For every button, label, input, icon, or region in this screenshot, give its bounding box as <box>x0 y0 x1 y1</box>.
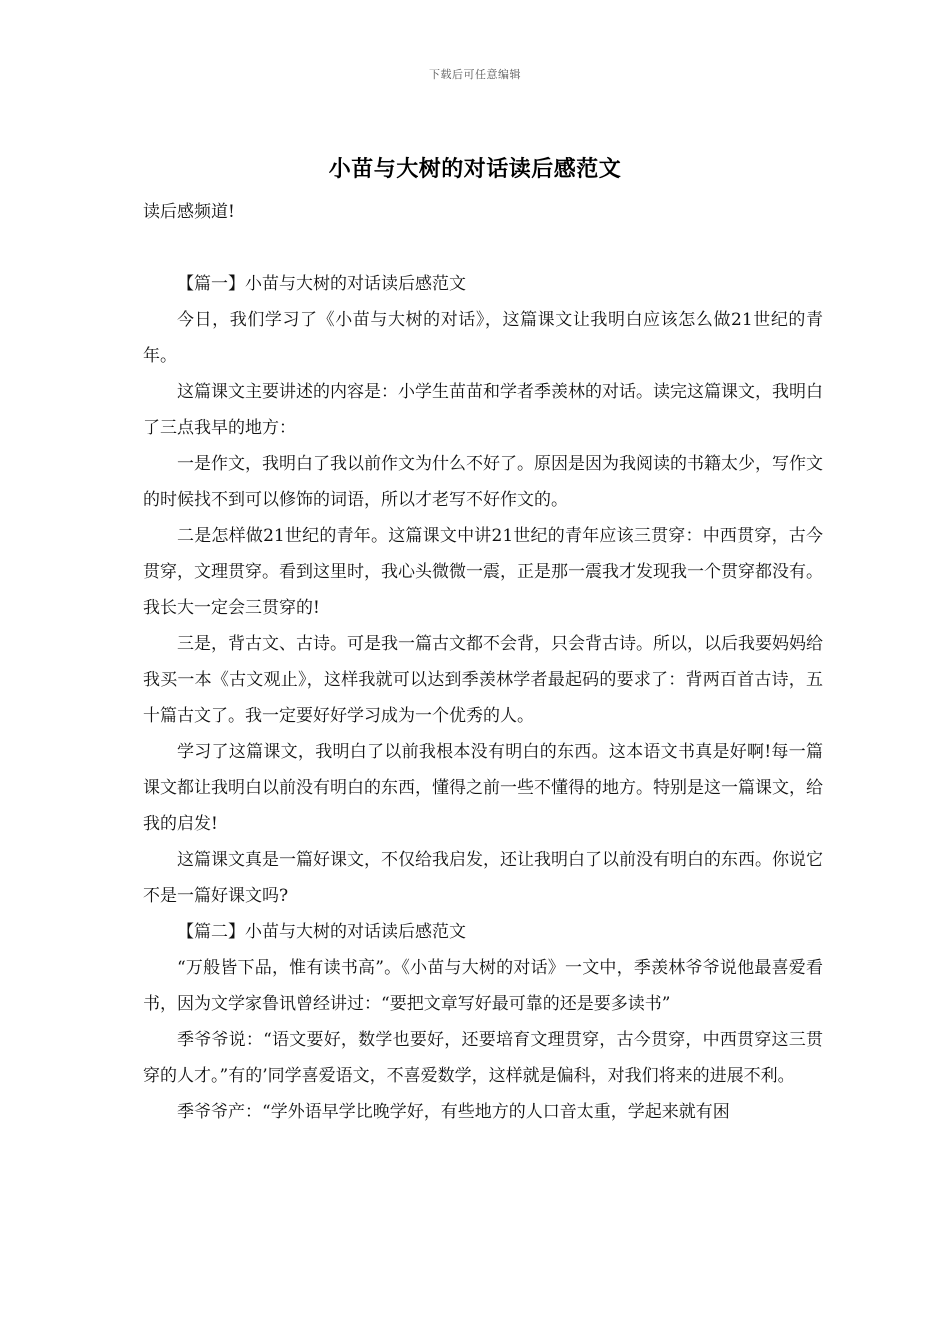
paragraph: 三是，背古文、古诗。可是我一篇古文都不会背，只会背古诗。所以，以后我要妈妈给我买一本《古文观止》，这样我就可以达到季羡林学者最起码的要求了：背两百首古诗，五十篇古文了。我一定要好好学习成为一个优秀的人。 <box>143 634 823 726</box>
intro-line: 读后感频道! <box>143 202 235 222</box>
paragraph: 这篇课文真是一篇好课文，不仅给我启发，还让我明白了以前没有明白的东西。你说它不是一篇好课文吗? <box>143 850 823 906</box>
blank-line <box>143 230 823 266</box>
page-header-note: 下载后可任意编辑 <box>429 68 521 81</box>
paragraph: 这篇课文主要讲述的内容是：小学生苗苗和学者季羡林的对话。读完这篇课文，我明白了三点我早的地方： <box>143 382 823 438</box>
paragraph: 季爷爷产：“学外语早学比晚学好，有些地方的人口音太重，学起来就有困 <box>177 1102 730 1122</box>
section-heading-2: 【篇二】小苗与大树的对话读后感范文 <box>177 922 466 942</box>
paragraph: 季爷爷说：“语文要好，数学也要好，还要培育文理贯穿，古今贯穿，中西贯穿这三贯穿的人才。”有的’同学喜爱语文，不喜爱数学，这样就是偏科，对我们将来的进展不利。 <box>143 1030 823 1086</box>
paragraph: 二是怎样做21世纪的青年。这篇课文中讲21世纪的青年应该三贯穿：中西贯穿，古今贯穿，文理贯穿。看到这里时，我心头微微一震，正是那一震我才发现我一个贯穿都没有。我长大一定会三贯穿的! <box>143 526 823 618</box>
document-title: 小苗与大树的对话读后感范文 <box>328 156 622 182</box>
paragraph: 一是作文，我明白了我以前作文为什么不好了。原因是因为我阅读的书籍太少，写作文的时候找不到可以修饰的词语，所以才老写不好作文的。 <box>143 454 823 510</box>
paragraph: 今日，我们学习了《小苗与大树的对话》，这篇课文让我明白应该怎么做21世纪的青年。 <box>143 310 823 366</box>
paragraph: 学习了这篇课文，我明白了以前我根本没有明白的东西。这本语文书真是好啊!每一篇课文都让我明白以前没有明白的东西，懂得之前一些不懂得的地方。特别是这一篇课文，给我的启发! <box>143 742 823 834</box>
section-heading-1: 【篇一】小苗与大树的对话读后感范文 <box>177 274 466 294</box>
document-body <box>143 194 823 1130</box>
paragraph: “万般皆下品，惟有读书高”。《小苗与大树的对话》一文中，季羡林爷爷说他最喜爱看书，因为文学家鲁讯曾经讲过：“要把文章写好最可靠的还是要多读书” <box>143 958 823 1014</box>
